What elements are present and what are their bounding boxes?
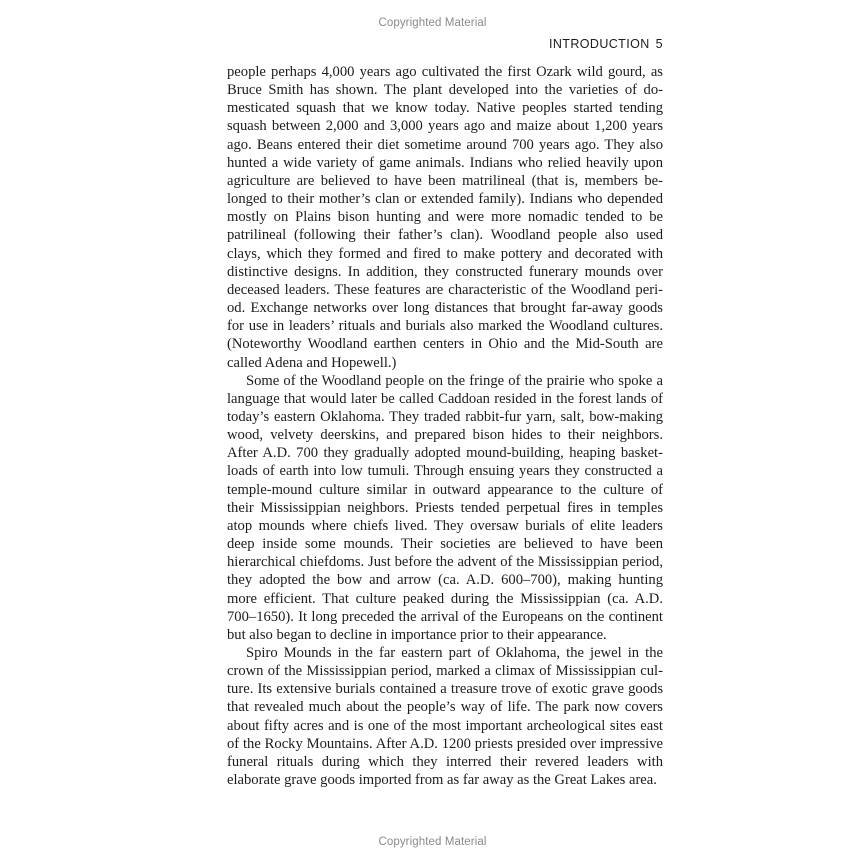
paragraph-1: people perhaps 4,000 years ago cultivated the first Ozark wild gourd, as Bruce Smith has shown. The plant developed into the varieties of domesticated squash that we know today. Native peoples started tending squash between 2,000 and 3,000 years ago and maize about 1,200 years ago. Beans entered their diet sometime around 700 years ago. They also hunted a wide variety of game animals. Indians who relied heavily upon agriculture are believed to have been matrilineal (that is, members belonged to their mother’s clan or extended family). Indians who depended mostly on Plains bison hunting and were more nomadic tended to be patrilineal (following their father’s clan). Woodland people also used clays, which they formed and fired to make pottery and decorated with distinctive designs. In addition, they constructed funerary mounds over deceased leaders. These features are characteristic of the Woodland period. Exchange networks over long distances that brought far-away goods for use in leaders’ rituals and burials also marked the Woodland cultures. (Noteworthy Woodland earthen centers in Ohio and the Mid-South are called Adena and Hopewell.) bbox=[227, 64, 663, 371]
paragraph-3: Spiro Mounds in the far eastern part of Oklahoma, the jewel in the crown of the Mississippian period, marked a climax of Mississippian culture. Its extensive burials contained a treasure trove of exotic grave goods that revealed much about the people’s way of life. The park now covers about fifty acres and is one of the most important archeological sites east of the Rocky Mountains. After A.D. 1200 priests presided over impressive funeral rituals during which they interred their revered leaders with elaborate grave goods imported from as far away as the Great Lakes area. bbox=[227, 645, 663, 789]
running-head bbox=[549, 37, 663, 51]
paragraph-2: Some of the Woodland people on the fringe of the prairie who spoke a language that would later be called Caddoan resided in the forest lands of today’s eastern Oklahoma. They traded rabbit-fur yarn, salt, bow-making wood, velvety deerskins, and prepared bison hides to their neighbors. After A.D. 700 they gradually adopted mound-building, heaping basketloads of earth into low tumuli. Through ensuing years they constructed a temple-mound culture similar in outward appearance to the culture of their Mississippian neighbors. Priests tended perpetual fires in temples atop mounds where chiefs lived. They oversaw burials of elite leaders deep inside some mounds. Their societies are believed to have been hierarchical chiefdoms. Just before the advent of the Mississippian period, they adopted the bow and arrow (ca. A.D. 600–700), making hunting more efficient. That culture peaked during the Mississippian (ca. A.D. 700–1650). It long preceded the arrival of the Europeans on the continent but also began to decline in importance prior to their appearance. bbox=[227, 372, 663, 643]
copyright-watermark-top: Copyrighted Material bbox=[378, 17, 487, 29]
section-title: INTRODUCTION bbox=[549, 37, 650, 51]
page-number: 5 bbox=[655, 37, 663, 51]
copyright-watermark-bottom: Copyrighted Material bbox=[378, 836, 487, 848]
body-text bbox=[227, 63, 663, 789]
